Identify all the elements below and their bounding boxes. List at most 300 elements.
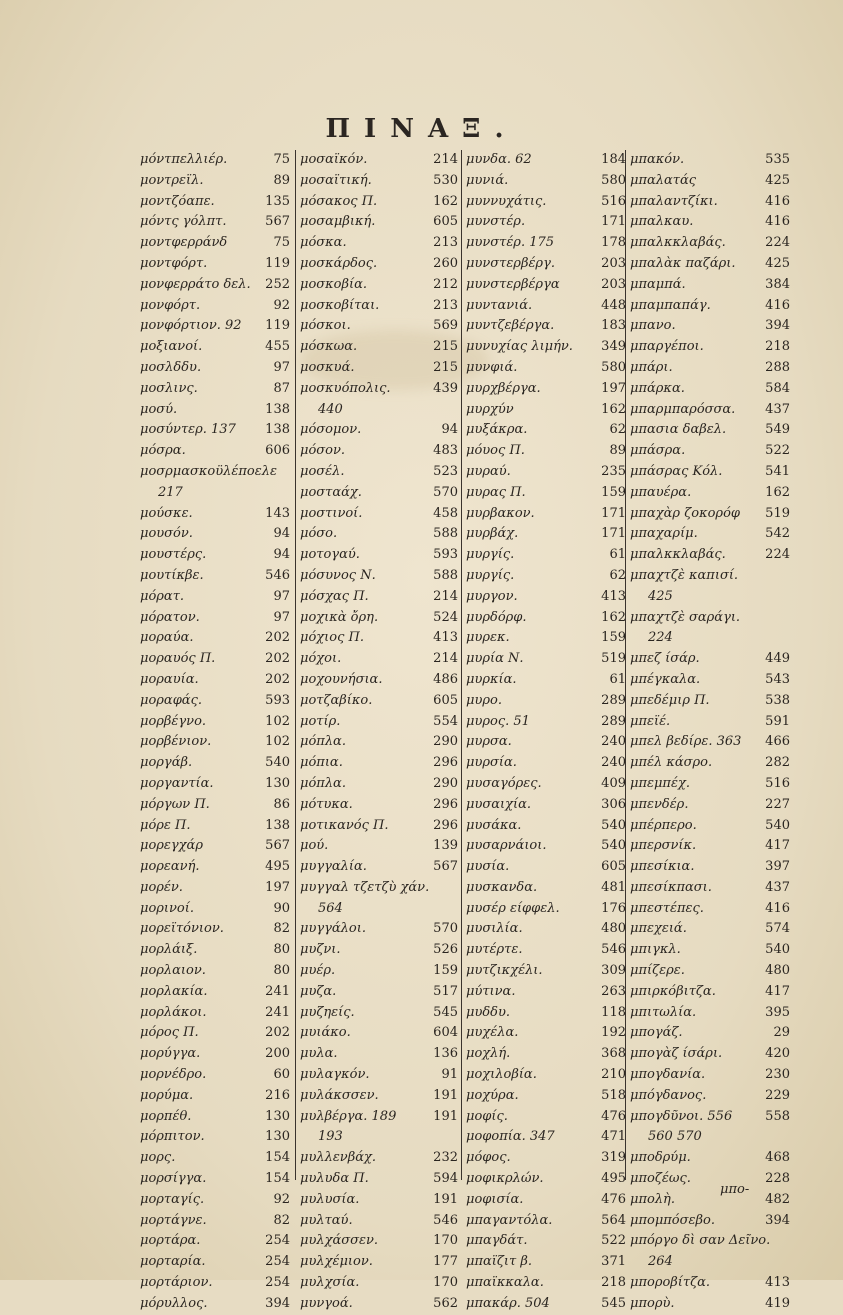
index-term: μόρατον. xyxy=(140,609,200,625)
index-term: μυνυχίας λιμήν. xyxy=(466,339,573,355)
index-entry xyxy=(300,1273,458,1294)
index-term: μυνστερβέργ. xyxy=(466,255,555,271)
index-entry xyxy=(630,192,790,213)
index-term: μού. xyxy=(300,838,329,854)
page-number: 495 xyxy=(265,859,290,875)
index-entry xyxy=(140,1294,290,1315)
index-entry xyxy=(466,192,626,213)
index-entry xyxy=(630,878,790,899)
index-entry xyxy=(466,171,626,192)
index-entry xyxy=(300,524,458,545)
page-number: 567 xyxy=(265,838,290,854)
page-number: 130 xyxy=(265,1129,290,1145)
page-number: 564 xyxy=(601,1212,626,1228)
index-entry xyxy=(466,545,626,566)
page-number: 75 xyxy=(273,152,290,167)
index-entry xyxy=(466,857,626,878)
page-number: 413 xyxy=(433,630,458,646)
page-number: 154 xyxy=(265,1150,290,1166)
index-entry xyxy=(300,400,458,421)
index-entry xyxy=(630,483,790,504)
index-term: μυνστερβέργα xyxy=(466,276,560,292)
index-entry xyxy=(630,836,790,857)
page-number: 170 xyxy=(433,1275,458,1291)
index-term: μορύγγα. xyxy=(140,1046,201,1062)
index-entry xyxy=(140,1211,290,1232)
page-number xyxy=(786,1231,790,1252)
index-term: μυνστέρ. 175 xyxy=(466,235,555,251)
page-number: 416 xyxy=(765,900,790,916)
index-term: μυγγάλοι. xyxy=(300,921,366,937)
index-entry xyxy=(140,857,290,878)
index-entry xyxy=(630,691,790,712)
index-entry xyxy=(300,753,458,774)
index-entry xyxy=(630,1211,790,1232)
index-entry xyxy=(300,1231,458,1252)
index-term: μοχύρα. xyxy=(466,1087,519,1103)
page-number: 213 xyxy=(433,297,458,313)
page-number: 62 xyxy=(609,422,626,438)
index-entry xyxy=(630,1003,790,1024)
page-number: 90 xyxy=(273,900,290,916)
index-term: μορβένιον. xyxy=(140,734,212,750)
index-entry xyxy=(630,1023,790,1044)
page-number: 162 xyxy=(433,193,458,209)
index-term: μυτέρτε. xyxy=(466,942,523,958)
page-number: 176 xyxy=(601,900,626,916)
index-term: μοντφόρτ. xyxy=(140,255,208,271)
index-entry xyxy=(300,296,458,317)
index-term: 564 xyxy=(318,900,343,916)
page-number: 394 xyxy=(765,318,790,334)
index-entry xyxy=(140,919,290,940)
index-entry xyxy=(630,379,790,400)
page-number: 202 xyxy=(265,630,290,646)
page-number: 309 xyxy=(601,963,626,979)
index-entry xyxy=(300,670,458,691)
index-entry xyxy=(140,587,290,608)
page-title: ΠΙΝΑΞ. xyxy=(325,114,518,144)
index-entry xyxy=(466,462,626,483)
page-number: 588 xyxy=(433,567,458,583)
index-entry xyxy=(300,504,458,525)
index-entry xyxy=(466,316,626,337)
index-entry xyxy=(140,1148,290,1169)
page-number: 130 xyxy=(265,775,290,791)
index-term: μυσαρνάιοι. xyxy=(466,838,547,854)
index-term: μπιρκόβιτζα. xyxy=(630,983,716,999)
index-term: μορλάιξ. xyxy=(140,942,198,958)
index-column-1 xyxy=(140,150,290,1315)
index-entry xyxy=(300,337,458,358)
index-entry xyxy=(140,379,290,400)
index-entry xyxy=(140,608,290,629)
index-entry xyxy=(466,1169,626,1190)
index-entry xyxy=(630,1294,790,1315)
index-term: μπαμπά. xyxy=(630,276,686,292)
page-number: 191 xyxy=(433,1087,458,1103)
page-number: 61 xyxy=(609,547,626,563)
index-term: μοφίς. xyxy=(466,1108,508,1124)
index-term: μόντπελλιέρ. xyxy=(140,152,228,167)
index-entry xyxy=(630,1252,790,1273)
index-entry xyxy=(300,587,458,608)
index-term: μυλα. xyxy=(300,1046,338,1062)
index-entry xyxy=(140,462,290,483)
index-term: μπεστέπες. xyxy=(630,900,704,916)
index-term: μορνέδρο. xyxy=(140,1067,207,1083)
index-term: μυσιλία. xyxy=(466,921,523,937)
index-entry xyxy=(300,545,458,566)
index-entry xyxy=(630,296,790,317)
index-term: μυδδυ. xyxy=(466,1004,511,1020)
index-term: μυζα. xyxy=(300,983,337,999)
index-entry xyxy=(140,670,290,691)
index-entry xyxy=(140,649,290,670)
index-entry xyxy=(300,462,458,483)
index-entry xyxy=(300,1065,458,1086)
page-number: 87 xyxy=(273,380,290,396)
index-term: μυιάκο. xyxy=(300,1025,351,1041)
index-term: μπορὺ. xyxy=(630,1295,675,1311)
index-entry xyxy=(466,212,626,233)
index-term: μυζηείς. xyxy=(300,1004,355,1020)
page-number: 476 xyxy=(601,1108,626,1124)
index-term: μπάσρα. xyxy=(630,443,686,459)
index-entry xyxy=(630,400,790,421)
index-term: μορύμα. xyxy=(140,1087,194,1103)
page-number: 384 xyxy=(765,276,790,292)
page-number: 119 xyxy=(265,255,290,271)
index-term: μορλαιον. xyxy=(140,963,206,979)
index-entry xyxy=(630,1273,790,1294)
index-entry xyxy=(300,1252,458,1273)
page-number: 224 xyxy=(765,235,790,251)
index-entry xyxy=(630,753,790,774)
index-term: μπογδανία. xyxy=(630,1067,706,1083)
index-entry xyxy=(466,296,626,317)
index-term: μυρβακον. xyxy=(466,505,535,521)
index-term: μπομπόσεβο. xyxy=(630,1212,715,1228)
page-number: 215 xyxy=(433,359,458,375)
index-term: μπαλκαυ. xyxy=(630,214,694,230)
index-term: μόυος Π. xyxy=(466,443,525,459)
page-number: 449 xyxy=(765,651,790,667)
page-number: 530 xyxy=(433,172,458,188)
index-entry xyxy=(300,857,458,878)
page-number: 409 xyxy=(601,775,626,791)
index-entry xyxy=(140,940,290,961)
index-entry xyxy=(466,420,626,441)
page-number: 214 xyxy=(433,152,458,167)
index-term: μπεχειά. xyxy=(630,921,687,937)
page-number: 214 xyxy=(433,651,458,667)
page-number: 263 xyxy=(601,983,626,999)
index-entry xyxy=(140,753,290,774)
index-term: 224 xyxy=(648,630,673,646)
index-term: μόρε Π. xyxy=(140,817,191,833)
page-number: 183 xyxy=(601,318,626,334)
index-term: μοσαμβική. xyxy=(300,214,376,230)
page-number: 523 xyxy=(433,463,458,479)
index-term: μυνγοά. xyxy=(300,1295,353,1311)
page-number: 97 xyxy=(273,588,290,604)
index-term: μυλυσία. xyxy=(300,1191,360,1207)
page-number: 554 xyxy=(433,713,458,729)
index-entry xyxy=(630,857,790,878)
index-entry xyxy=(300,483,458,504)
index-term: μυέρ. xyxy=(300,963,336,979)
index-term: μορτάγνε. xyxy=(140,1212,207,1228)
index-term: μορινοί. xyxy=(140,900,194,916)
page-number: 214 xyxy=(433,588,458,604)
page-number: 546 xyxy=(601,942,626,958)
page-number: 486 xyxy=(433,671,458,687)
index-entry xyxy=(466,1023,626,1044)
page-number: 60 xyxy=(273,1067,290,1083)
index-column-3 xyxy=(466,150,626,1315)
index-entry xyxy=(140,524,290,545)
index-entry xyxy=(466,1065,626,1086)
index-entry xyxy=(300,1294,458,1315)
index-entry xyxy=(140,774,290,795)
index-term: μόχοι. xyxy=(300,651,342,667)
index-entry xyxy=(300,150,458,171)
page-number: 170 xyxy=(433,1233,458,1249)
page-number: 437 xyxy=(765,401,790,417)
page-number: 296 xyxy=(433,755,458,771)
index-entry xyxy=(300,233,458,254)
index-term: μπαϊζιτ β. xyxy=(466,1254,532,1270)
page-number: 562 xyxy=(433,1295,458,1311)
index-term: μόπλα. xyxy=(300,775,346,791)
page-number: 202 xyxy=(265,1025,290,1041)
index-entry xyxy=(630,774,790,795)
index-term: μπιγκλ. xyxy=(630,942,681,958)
page-number: 202 xyxy=(265,671,290,687)
page-number: 75 xyxy=(273,235,290,251)
index-term: μοσύντερ. 137 xyxy=(140,422,236,438)
index-entry xyxy=(140,1003,290,1024)
index-entry xyxy=(466,587,626,608)
index-term: μπιτωλία. xyxy=(630,1004,697,1020)
index-entry xyxy=(466,483,626,504)
index-entry xyxy=(300,691,458,712)
index-entry xyxy=(630,462,790,483)
index-entry xyxy=(140,836,290,857)
page-number: 538 xyxy=(765,692,790,708)
page-number: 94 xyxy=(273,547,290,563)
index-entry xyxy=(630,1148,790,1169)
page-number: 80 xyxy=(273,942,290,958)
page-number: 138 xyxy=(265,422,290,438)
page-number: 458 xyxy=(433,505,458,521)
index-term: μποροβίτζα. xyxy=(630,1275,711,1291)
index-term: μόσχας Π. xyxy=(300,588,369,604)
index-entry xyxy=(466,1231,626,1252)
index-term: μοσρμασκοϋλέποελε xyxy=(140,463,277,479)
page-number: 413 xyxy=(601,588,626,604)
page-number: 290 xyxy=(433,775,458,791)
page-number: 215 xyxy=(433,339,458,355)
index-entry xyxy=(630,1044,790,1065)
index-term: μπεσίκια. xyxy=(630,859,695,875)
index-entry xyxy=(466,504,626,525)
index-term: μπεσίκπασι. xyxy=(630,879,712,895)
page-number: 417 xyxy=(765,983,790,999)
index-term: μονφερράτο δελ. xyxy=(140,276,251,292)
index-term: μορσίγγα. xyxy=(140,1171,207,1187)
index-term: μορλακία. xyxy=(140,983,208,999)
index-entry xyxy=(630,1231,790,1252)
index-entry xyxy=(466,628,626,649)
index-entry xyxy=(140,233,290,254)
page-number: 92 xyxy=(273,297,290,313)
index-column-2 xyxy=(300,150,458,1315)
page-number: 540 xyxy=(765,942,790,958)
index-entry xyxy=(300,171,458,192)
page-number: 29 xyxy=(773,1025,790,1041)
page-number: 162 xyxy=(601,401,626,417)
index-entry xyxy=(630,649,790,670)
page-number: 535 xyxy=(765,152,790,167)
index-entry xyxy=(630,712,790,733)
index-term: μόφος. xyxy=(466,1150,511,1166)
page-number: 606 xyxy=(265,443,290,459)
page-number: 202 xyxy=(265,651,290,667)
page-number: 546 xyxy=(433,1212,458,1228)
page-number: 139 xyxy=(433,838,458,854)
index-entry xyxy=(140,1169,290,1190)
page-number: 62 xyxy=(609,567,626,583)
page-number: 296 xyxy=(433,796,458,812)
index-term: μπεδέμιρ Π. xyxy=(630,692,710,708)
page-number: 570 xyxy=(433,484,458,500)
page-number: 254 xyxy=(265,1233,290,1249)
index-entry xyxy=(630,212,790,233)
page-number: 448 xyxy=(601,297,626,313)
page-number: 605 xyxy=(433,214,458,230)
index-entry xyxy=(466,275,626,296)
index-term: μυρία Ν. xyxy=(466,651,524,667)
index-entry xyxy=(300,316,458,337)
page-number: 545 xyxy=(433,1004,458,1020)
index-entry xyxy=(300,1211,458,1232)
page-number: 130 xyxy=(265,1108,290,1124)
index-entry xyxy=(300,420,458,441)
index-term: μοσκυά. xyxy=(300,359,355,375)
index-term: μυλχσία. xyxy=(300,1275,360,1291)
index-term: μοραφάς. xyxy=(140,692,202,708)
page-number: 518 xyxy=(601,1087,626,1103)
index-term: μουσόν. xyxy=(140,526,193,542)
index-entry xyxy=(300,1190,458,1211)
index-term: μποδρύμ. xyxy=(630,1150,691,1166)
index-term: μόχιος Π. xyxy=(300,630,364,646)
index-entry xyxy=(466,649,626,670)
page-number: 162 xyxy=(765,484,790,500)
index-entry xyxy=(630,1190,790,1211)
index-term: μουτίκβε. xyxy=(140,567,204,583)
index-term: μορτάρα. xyxy=(140,1233,201,1249)
index-entry xyxy=(466,816,626,837)
index-term: μοσκοβίται. xyxy=(300,297,380,313)
page-number xyxy=(454,1127,458,1148)
page-number: 516 xyxy=(601,193,626,209)
index-term: μοχουνήσια. xyxy=(300,671,383,687)
index-entry xyxy=(140,192,290,213)
index-term: μπαχτζὲ καπισί. xyxy=(630,567,739,583)
index-term: μορταγίς. xyxy=(140,1191,205,1207)
page-number: 143 xyxy=(265,505,290,521)
page-number: 471 xyxy=(601,1129,626,1145)
index-term: μοντφερράνδ xyxy=(140,235,228,251)
index-entry xyxy=(140,982,290,1003)
index-term: μυντζεβέργα. xyxy=(466,318,555,334)
index-entry xyxy=(630,940,790,961)
page-number: 546 xyxy=(265,567,290,583)
index-term: μυργίς. xyxy=(466,567,515,583)
page-number: 119 xyxy=(265,318,290,334)
index-term: μοτίρ. xyxy=(300,713,341,729)
page-number: 177 xyxy=(433,1254,458,1270)
page-number: 580 xyxy=(601,172,626,188)
page-number: 480 xyxy=(601,921,626,937)
index-entry xyxy=(300,1107,458,1128)
page-number: 319 xyxy=(601,1150,626,1166)
index-entry xyxy=(300,566,458,587)
page-number: 235 xyxy=(601,463,626,479)
index-term: μοστινοί. xyxy=(300,505,363,521)
index-entry xyxy=(466,712,626,733)
index-entry xyxy=(630,732,790,753)
index-entry xyxy=(630,441,790,462)
index-term: μουστέρς. xyxy=(140,547,207,563)
page-number: 159 xyxy=(601,484,626,500)
page-number: 549 xyxy=(765,422,790,438)
page-number: 604 xyxy=(433,1025,458,1041)
page-number: 481 xyxy=(601,879,626,895)
index-term: μπολὴ. xyxy=(630,1191,675,1207)
page-number xyxy=(786,566,790,587)
index-entry xyxy=(466,1003,626,1024)
index-term: μπεζ ίσάρ. xyxy=(630,651,700,667)
page-number: 482 xyxy=(765,1191,790,1207)
index-term: μπέγκαλα. xyxy=(630,671,701,687)
index-term: μπαλκκλαβάς. xyxy=(630,547,726,563)
index-entry xyxy=(630,171,790,192)
index-entry xyxy=(630,816,790,837)
page-number: 397 xyxy=(765,859,790,875)
index-term: μοσκάρδος. xyxy=(300,255,378,271)
index-term: μπόγδανος. xyxy=(630,1087,707,1103)
index-term: μόρος Π. xyxy=(140,1025,199,1041)
index-term: μόντς γόλπτ. xyxy=(140,214,227,230)
page-number: 290 xyxy=(433,734,458,750)
index-term: μπαλαντζίκι. xyxy=(630,193,718,209)
page-number: 229 xyxy=(765,1087,790,1103)
index-term: μοφικρλών. xyxy=(466,1171,544,1187)
index-entry xyxy=(140,566,290,587)
index-entry xyxy=(140,878,290,899)
page-number: 416 xyxy=(765,214,790,230)
index-term: μορς. xyxy=(140,1150,176,1166)
page-number: 480 xyxy=(765,963,790,979)
index-term: μυνδα. 62 xyxy=(466,152,532,167)
index-entry xyxy=(466,1044,626,1065)
index-term: μπαργέποι. xyxy=(630,339,704,355)
index-term: μπαυέρα. xyxy=(630,484,692,500)
